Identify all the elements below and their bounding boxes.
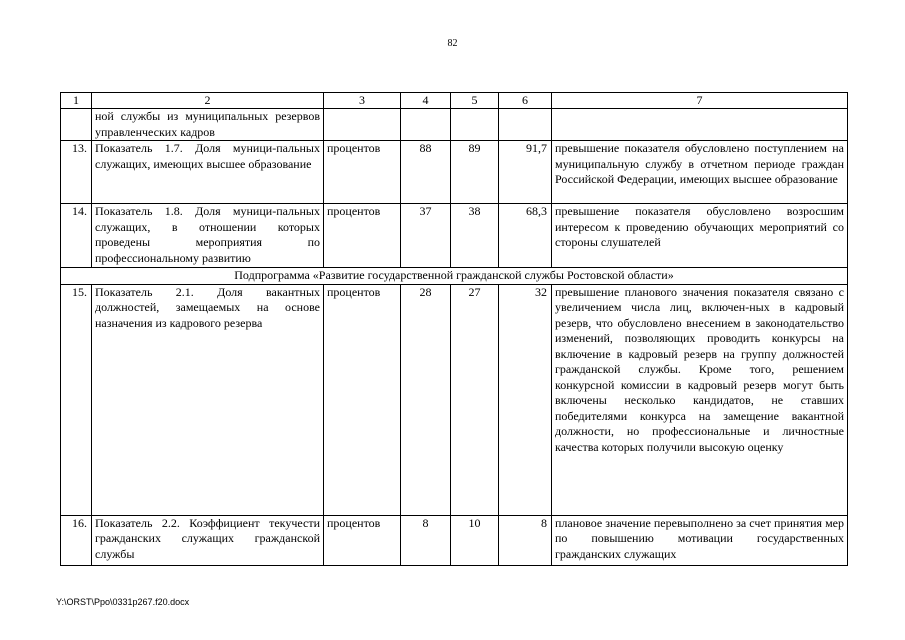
value-cell: 38 [451, 204, 499, 268]
report-table [60, 92, 848, 566]
indicator-cell: ной службы из муниципальных резервов управленческих кадров [92, 109, 324, 141]
comment-cell: превышение показателя обусловлено возросшим интересом к проведению обучающих мероприятий со стороны слушателей [552, 204, 848, 268]
header-cell: 6 [499, 93, 552, 109]
table-header-row [61, 93, 848, 109]
table-row [61, 284, 848, 515]
comment-cell: плановое значение перевыполнено за счет принятия мер по повышению мотивации государственных гражданских служащих [552, 515, 848, 565]
indicator-cell: Показатель 1.7. Доля муници-пальных служащих, имеющих высшее образование [92, 141, 324, 204]
value-cell: 8 [401, 515, 451, 565]
table-row [61, 204, 848, 268]
footer-file-path: Y:\ORST\Ppo\0331p267.f20.docx [56, 597, 190, 607]
value-cell: 88 [401, 141, 451, 204]
value-cell: 91,7 [499, 141, 552, 204]
page-number: 82 [447, 38, 458, 49]
unit-cell: процентов [324, 204, 401, 268]
indicator-cell: Показатель 2.2. Коэффициент текучести гражданских служащих гражданской службы [92, 515, 324, 565]
value-cell: 89 [451, 141, 499, 204]
table-row [61, 141, 848, 204]
unit-cell: процентов [324, 284, 401, 515]
value-cell: 37 [401, 204, 451, 268]
value-cell: 68,3 [499, 204, 552, 268]
row-number: 15. [61, 284, 92, 515]
indicator-cell: Показатель 2.1. Доля вакантных должностей, замещаемых на основе назначения из кадрового резерва [92, 284, 324, 515]
comment-cell: превышение показателя обусловлено поступлением на муниципальную службу в отчетном периоде граждан Российской Федерации, имеющих высшее образование [552, 141, 848, 204]
unit-cell: процентов [324, 515, 401, 565]
table-row-continuation [61, 109, 848, 141]
header-cell: 7 [552, 93, 848, 109]
table-row [61, 515, 848, 565]
header-cell: 5 [451, 93, 499, 109]
indicator-cell: Показатель 1.8. Доля муници-пальных служащих, в отношении которых проведены мероприятия по профессиональному развитию [92, 204, 324, 268]
header-cell: 1 [61, 93, 92, 109]
row-number: 13. [61, 141, 92, 204]
header-cell: 4 [401, 93, 451, 109]
row-number: 14. [61, 204, 92, 268]
value-cell: 10 [451, 515, 499, 565]
subprogram-title: Подпрограмма «Развитие государственной гражданской службы Ростовской области» [61, 268, 848, 285]
value-cell: 32 [499, 284, 552, 515]
unit-cell: процентов [324, 141, 401, 204]
subprogram-row [61, 268, 848, 285]
value-cell: 28 [401, 284, 451, 515]
value-cell: 8 [499, 515, 552, 565]
value-cell: 27 [451, 284, 499, 515]
header-cell: 2 [92, 93, 324, 109]
header-cell: 3 [324, 93, 401, 109]
row-number: 16. [61, 515, 92, 565]
comment-cell: превышение планового значения показателя связано с увеличением числа лиц, включен-ных в кадровый резерв, что обусловлено внесением в законодательство изменений, позволяющих проводить конкурсы на включение в кадровый резерв на группу должностей гражданской службы. Кроме того, решением конкурсной комиссии в кадровый резерв могут быть включены несколько кандидатов, не ставших победителями конкурса на замещение вакантной должности, но профессиональные и личностные качества которых получили высокую оценку [552, 284, 848, 515]
